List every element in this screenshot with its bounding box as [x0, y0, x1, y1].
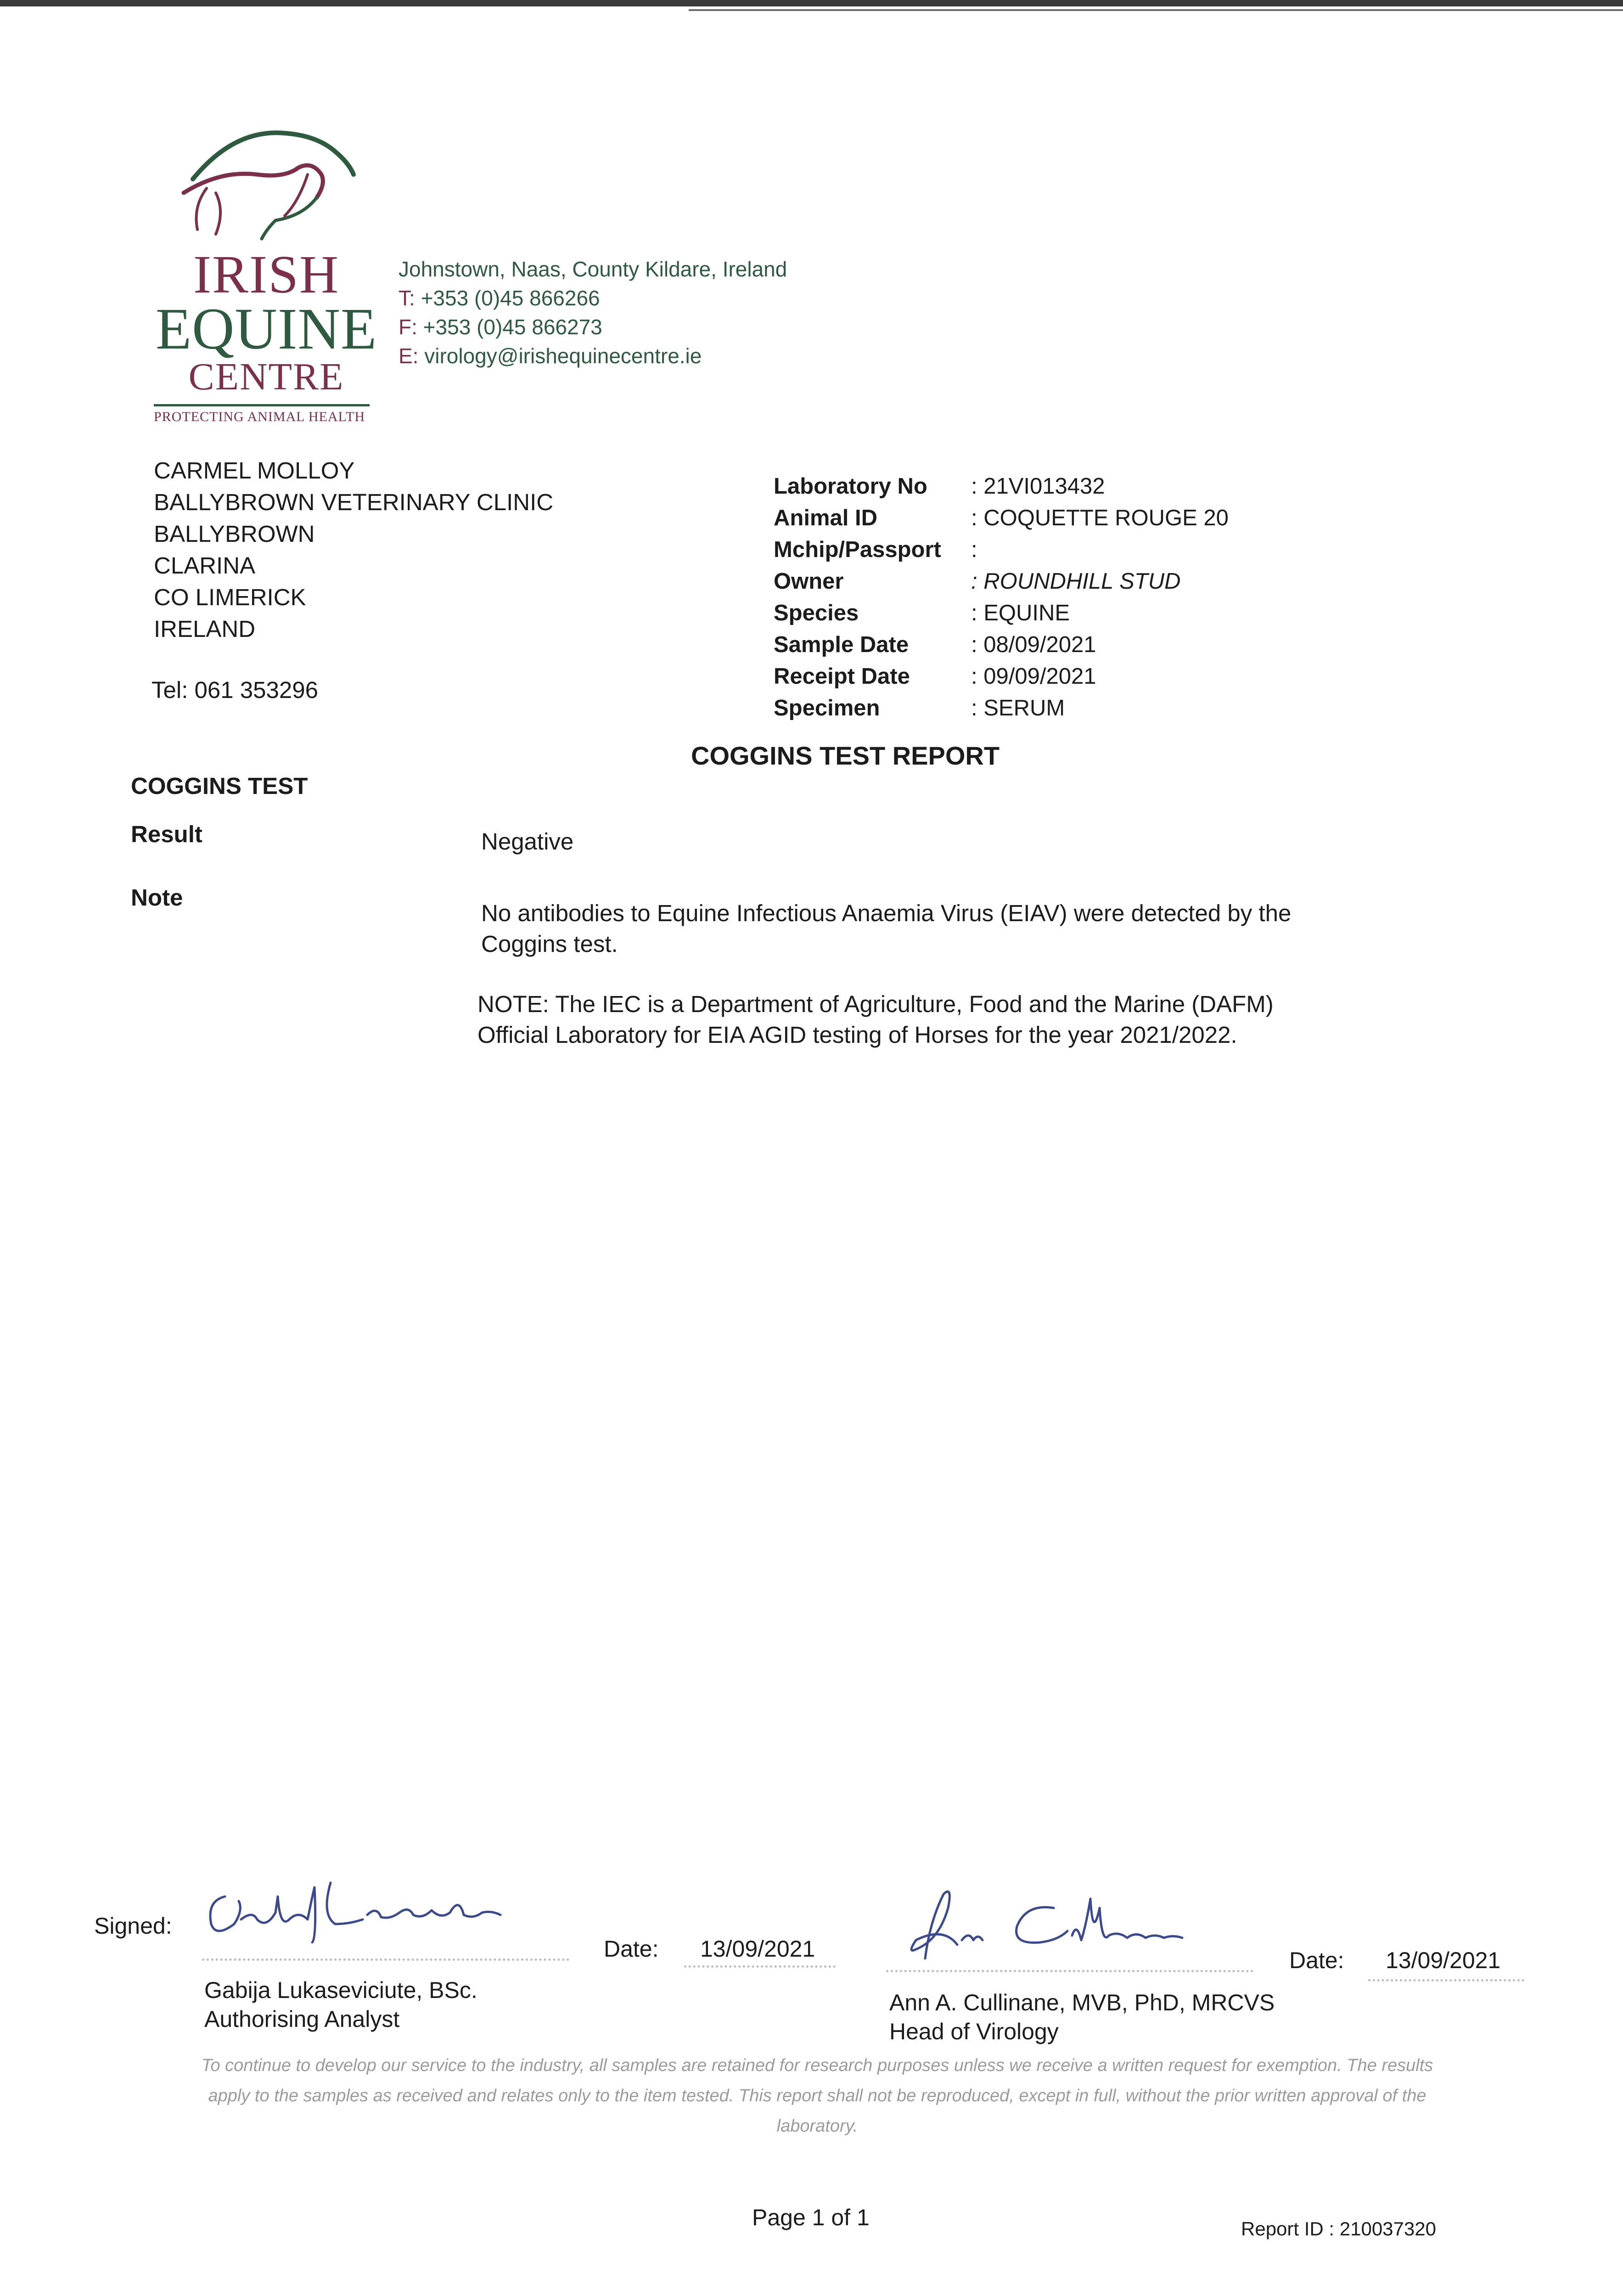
- lab-info-value: :: [971, 537, 977, 562]
- date-line-1: [684, 1965, 836, 1968]
- signature-line-2: [886, 1970, 1253, 1972]
- lab-info-row: [774, 661, 1229, 692]
- address-line: CO LIMERICK: [154, 584, 306, 610]
- lab-info-label: Receipt Date: [774, 664, 910, 689]
- lab-info-label: Sample Date: [774, 632, 909, 657]
- top-border-secondary: [689, 9, 1623, 11]
- phone-label: T:: [399, 286, 415, 310]
- report-id: Report ID : 210037320: [1241, 2218, 1436, 2240]
- signatory-2: [889, 1988, 1275, 2046]
- signed-label: Signed:: [94, 1913, 172, 1939]
- lab-info-value: : SERUM: [971, 696, 1065, 720]
- address-line: BALLYBROWN VETERINARY CLINIC: [154, 489, 554, 515]
- lab-info-table: [774, 471, 1229, 724]
- signature-1: [197, 1869, 528, 1947]
- top-border: [0, 0, 1623, 6]
- signatory-2-role: Head of Virology: [889, 2019, 1059, 2044]
- email-value: virology@irishequinecentre.ie: [424, 344, 702, 368]
- lab-info-row: [774, 534, 1229, 566]
- lab-info-row: [774, 471, 1229, 502]
- address-line: BALLYBROWN: [154, 521, 315, 547]
- note-label: Note: [131, 884, 183, 911]
- signatory-1: [204, 1976, 477, 2034]
- contact-phone: [399, 284, 787, 313]
- lab-info-row: [774, 597, 1229, 629]
- signature-2: [888, 1880, 1219, 1968]
- horse-logo-icon: [165, 124, 376, 243]
- lab-info-row: [774, 692, 1229, 724]
- signatory-1-name: Gabija Lukaseviciute, BSc.: [204, 1977, 477, 2003]
- contact-block: [399, 255, 787, 371]
- lab-info-label: Laboratory No: [774, 474, 927, 499]
- report-title: COGGINS TEST REPORT: [691, 741, 1000, 770]
- fax-value: +353 (0)45 866273: [423, 315, 602, 339]
- address-line: CARMEL MOLLOY: [154, 457, 355, 484]
- lab-info-value: : 08/09/2021: [971, 632, 1096, 657]
- logo-wordmark: [152, 244, 381, 398]
- phone-value: +353 (0)45 866266: [421, 286, 600, 310]
- signatory-2-name: Ann A. Cullinane, MVB, PhD, MRCVS: [889, 1990, 1275, 2015]
- logo-irish: IRISH: [193, 244, 340, 304]
- address-line: IRELAND: [154, 616, 256, 642]
- disclaimer: To continue to develop our service to the industry, all samples are retained for research purposes unless we receive a written request for exemption. The results apply to the samples as received and relates only to the item tested. This report shall not be reproduced, except in full, without the prior written approval of the laboratory.: [201, 2056, 1433, 2136]
- page-number: Page 1 of 1: [752, 2205, 870, 2230]
- email-label: E:: [399, 344, 419, 368]
- contact-address: Johnstown, Naas, County Kildare, Ireland: [399, 257, 787, 281]
- lab-info-value: : 21VI013432: [971, 474, 1105, 499]
- date-value-1: 13/09/2021: [700, 1936, 815, 1962]
- lab-info-label: Species: [774, 601, 859, 625]
- lab-info-label: Animal ID: [774, 506, 877, 530]
- lab-info-label: Mchip/Passport: [774, 537, 941, 562]
- logo-equine: EQUINE: [155, 296, 377, 361]
- lab-info-row: [774, 566, 1229, 597]
- contact-fax: [399, 313, 787, 342]
- contact-email: [399, 342, 787, 371]
- note-text: No antibodies to Equine Infectious Anaemia Virus (EIAV) were detected by the Coggins test.: [481, 900, 1292, 957]
- date-label: Date:: [1289, 1947, 1344, 1973]
- address-line: CLARINA: [154, 552, 256, 579]
- logo-tagline: PROTECTING ANIMAL HEALTH: [154, 404, 370, 425]
- date-label: Date:: [604, 1936, 659, 1962]
- logo-centre: CENTRE: [188, 355, 344, 398]
- result-value: Negative: [481, 828, 574, 855]
- signatory-1-role: Authorising Analyst: [204, 2006, 400, 2032]
- signature-line-1: [202, 1958, 569, 1961]
- lab-info-value: : ROUNDHILL STUD: [971, 569, 1181, 594]
- fax-label: F:: [399, 315, 417, 339]
- lab-info-row: [774, 502, 1229, 534]
- lab-info-row: [774, 629, 1229, 661]
- result-label: Result: [131, 821, 202, 847]
- lab-info-value: : COQUETTE ROUGE 20: [971, 506, 1229, 530]
- lab-info-value: : 09/09/2021: [971, 664, 1096, 689]
- date-value-2: 13/09/2021: [1386, 1947, 1501, 1973]
- date-line-2: [1368, 1979, 1524, 1981]
- dafm-note: NOTE: The IEC is a Department of Agriculture, Food and the Marine (DAFM) Official Laboratory for EIA AGID testing of Horses for the year 2021/2022.: [477, 991, 1274, 1048]
- lab-info-label: Owner: [774, 569, 844, 594]
- recipient-address: [154, 455, 553, 645]
- lab-info-label: Specimen: [774, 696, 880, 720]
- section-heading: COGGINS TEST: [131, 773, 308, 799]
- lab-info-value: : EQUINE: [971, 601, 1070, 625]
- recipient-tel: Tel: 061 353296: [152, 677, 318, 703]
